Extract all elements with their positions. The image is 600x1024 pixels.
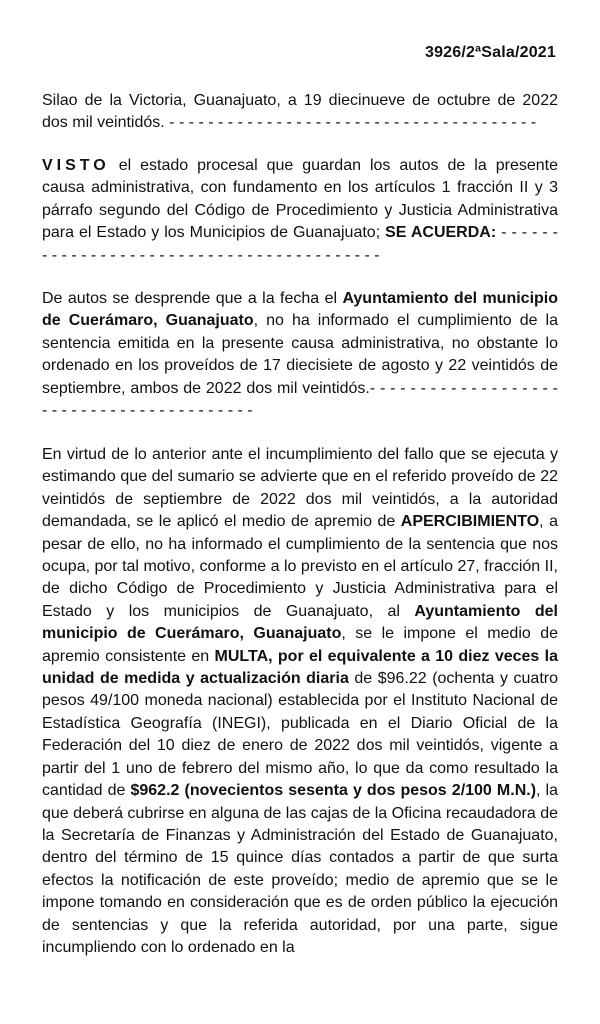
multa-text-e: , la que deberá cubrirse en alguna de las cajas de la Oficina recaudadora de la Secretaría de Finanzas y Administración del Estado de Guanajuato, dentro del término de 15 quince días contados a partir de que surta efectos la notificación de este proveído; medio de apremio que se le impone tomando en consideración que es de orden público la ejecución de sentencias y que la referida autoridad, por una parte, sigue incumpliendo con lo ordenado en la bbox=[42, 782, 558, 956]
apercibimiento-term: APERCIBIMIENTO bbox=[400, 513, 540, 531]
paragraph-visto bbox=[42, 155, 558, 267]
visto-text: el estado procesal que guardan los autos de la presente causa administrativa, con fundamento en los artículos 1 fracción II y 3 párrafo segundo del Código de Procedimiento y Justicia Administrativa para el Estado y los Municipios de Guanajuato; bbox=[42, 157, 558, 242]
multa-text-a: En virtud de lo anterior ante el incumplimiento del fallo que se ejecuta y estimando que del sumario se advierte que en el referido proveído de 22 veintidós de septiembre de 2022 dos mil veintidós, a la autoridad demandada, se le aplicó el medio de apremio de bbox=[42, 446, 558, 531]
se-acuerda-label: SE ACUERDA: bbox=[385, 224, 497, 242]
paragraph-multa bbox=[42, 444, 558, 959]
multa-text-b: , a pesar de ello, no ha informado el cumplimiento de la sentencia que nos ocupa, por tal motivo, conforme a lo previsto en el artículo 27, fracción II, de dicho Código de Procedimiento y Justicia Administrativa para el Estado y los municipios de Guanajuato, al bbox=[42, 513, 558, 620]
visto-heading: VISTO bbox=[42, 157, 110, 174]
visto-dashes: - - - - - - - - - - - - - - - - - - - - - - - - - - - - - - - - - - - - - - - - - bbox=[42, 224, 558, 264]
multa-amount: $962.2 (novecientos sesenta y dos pesos 2/100 M.N.) bbox=[130, 782, 537, 800]
autos-text-b: , no ha informado el cumplimiento de la sentencia emitida en la presente causa administrativa, no obstante lo ordenado en los proveídos de 17 diecisiete de agosto y 22 veintidós de septiembre, ambos de 2022 dos mil veintidós.- - - - - - - - - - - - - - - - - - - - - - - - - - - - - - - - - - - - - - - - - bbox=[42, 312, 558, 420]
ayuntamiento-name-2: Ayuntamiento del municipio de Cuerámaro, Guanajuato bbox=[42, 602, 558, 643]
date-text: Silao de la Victoria, Guanajuato, a 19 diecinueve de octubre de 2022 dos mil veintidós. - - - - - - - - - - - - - - - - - - - - - - - - - - - - - - - - - - - - - - bbox=[42, 92, 558, 132]
multa-text-c: , se le impone el medio de apremio consistente en bbox=[42, 625, 558, 665]
ayuntamiento-name: Ayuntamiento del municipio de Cuerámaro, Guanajuato bbox=[42, 290, 559, 330]
multa-term: MULTA, por el equivalente a 10 diez veces la unidad de medida y actualización diaria bbox=[42, 647, 559, 688]
autos-text-a: De autos se desprende que a la fecha el bbox=[42, 290, 343, 307]
file-number: 3926/2ªSala/2021 bbox=[424, 44, 556, 61]
paragraph-date bbox=[42, 90, 558, 135]
multa-text-d: de $96.22 (ochenta y cuatro pesos 49/100 moneda nacional) establecida por el Instituto Nacional de Estadística Geografía (INEGI), publicada en el Diario Oficial de la Federación del 10 diez de enero de 2022 dos mil veintidós, vigente a partir del 1 uno de febrero del mismo año, lo que da como resultado la cantidad de bbox=[42, 670, 558, 800]
paragraph-autos bbox=[42, 288, 558, 422]
